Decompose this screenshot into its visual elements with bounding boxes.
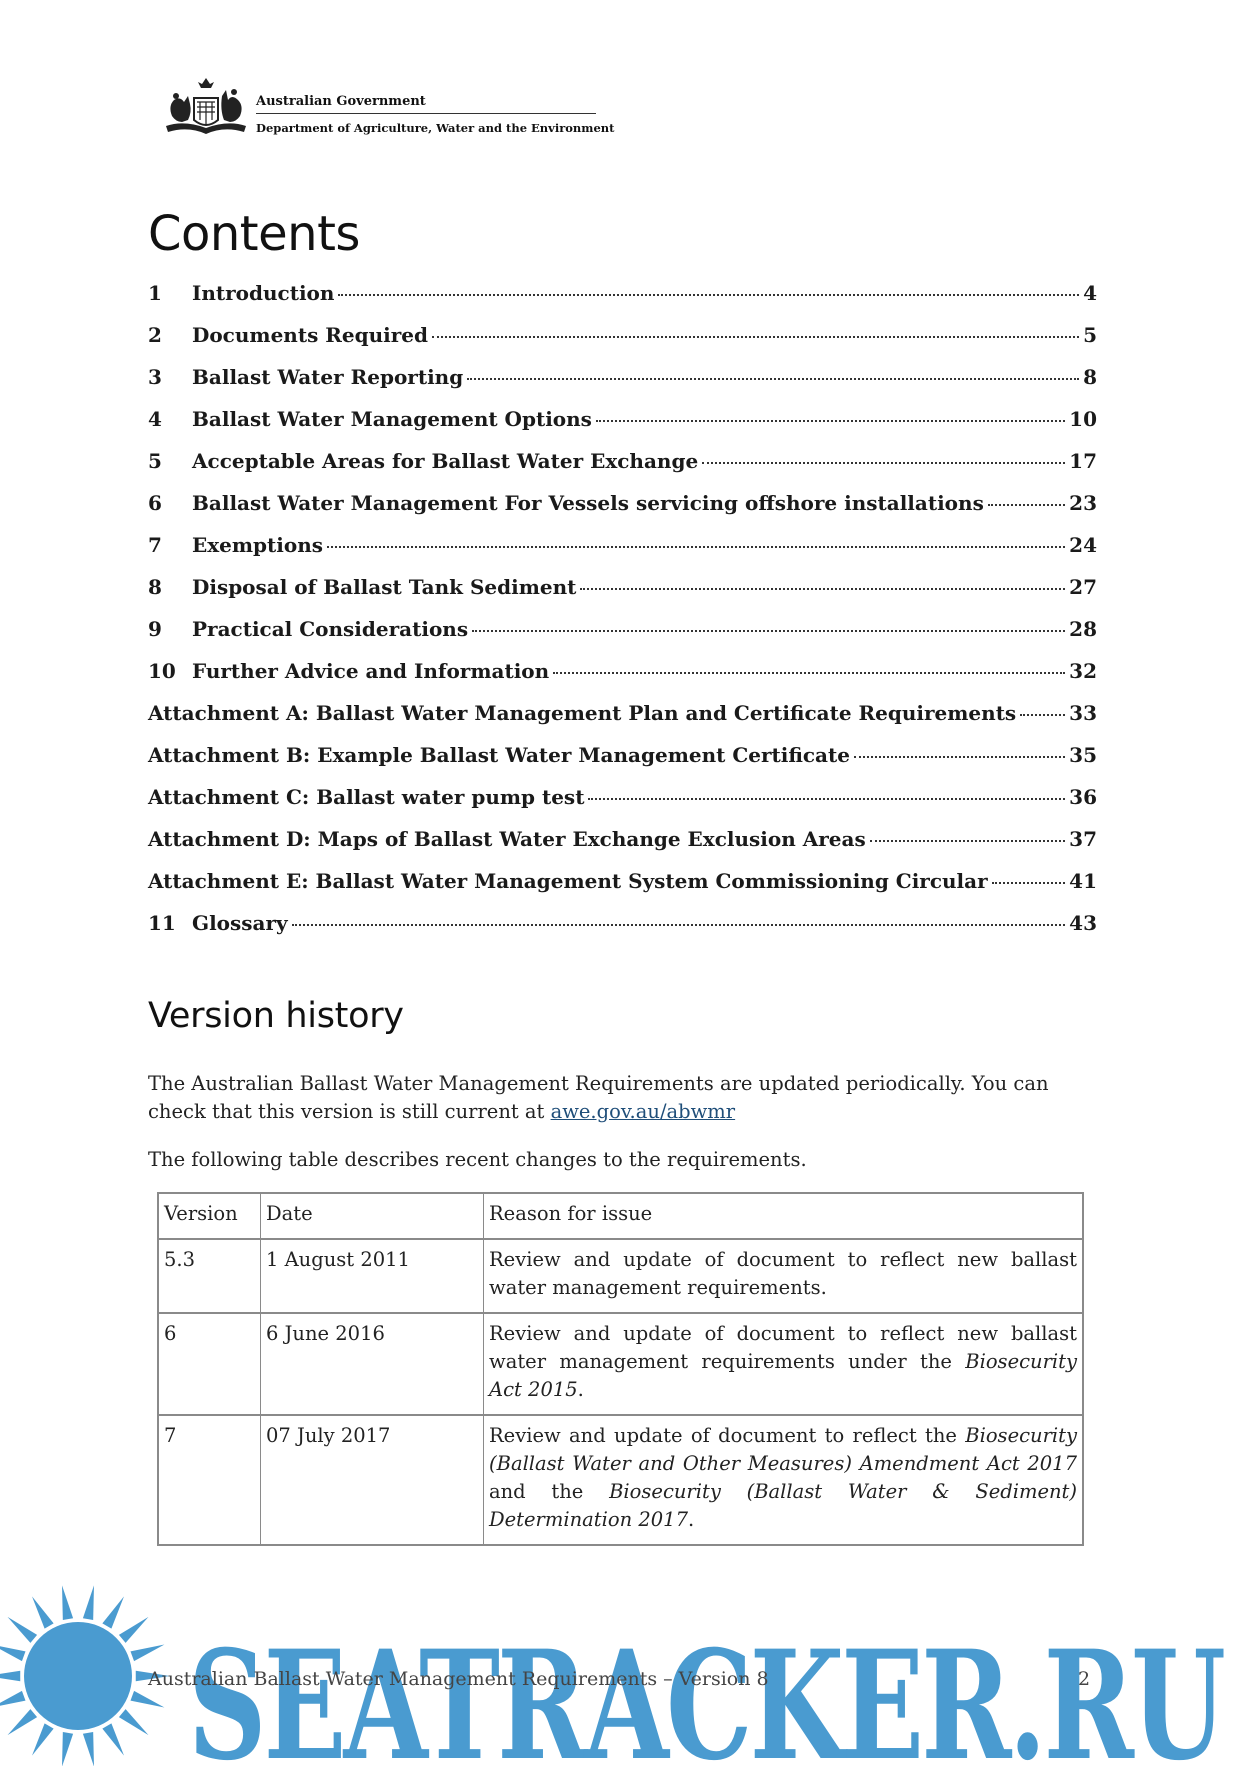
toc-entry[interactable] — [148, 575, 1097, 617]
toc-entry-number: 7 — [148, 533, 162, 557]
government-header — [164, 76, 615, 138]
reason-text: and the — [489, 1480, 610, 1503]
toc-entry-page: 37 — [1069, 827, 1097, 851]
toc-entry-title: Practical Considerations — [192, 617, 469, 641]
toc-entry-number: 8 — [148, 575, 162, 599]
toc-entry-title: Introduction — [192, 281, 335, 305]
toc-leader — [596, 420, 1065, 422]
toc-entry[interactable] — [148, 659, 1097, 701]
sun-ray — [62, 1732, 73, 1766]
act-name: Biosecurity (Ballast Water and Other Measures) Amendment Act 2017 — [489, 1424, 1077, 1475]
toc-entry-number: 11 — [148, 911, 176, 935]
abwmr-link[interactable]: awe.gov.au/abwmr — [550, 1100, 736, 1123]
reason-text: . — [577, 1378, 584, 1401]
sun-icon — [0, 1585, 170, 1766]
toc-entry-page: 36 — [1069, 785, 1097, 809]
column-header-version: Version — [158, 1193, 261, 1239]
toc-leader — [1020, 714, 1065, 716]
toc-entry-number: 2 — [148, 323, 162, 347]
toc-entry[interactable] — [148, 617, 1097, 659]
toc-entry-number: 1 — [148, 281, 162, 305]
sun-ray — [83, 1732, 94, 1766]
sun-ray — [119, 1617, 149, 1643]
sun-ray — [62, 1585, 73, 1620]
toc-entry[interactable] — [148, 323, 1097, 365]
act-name: Biosecurity Act 2015 — [489, 1350, 1077, 1401]
toc-entry-number: 9 — [148, 617, 162, 641]
toc-leader — [432, 336, 1079, 338]
sun-ray — [0, 1691, 26, 1708]
table-row — [158, 1313, 1083, 1415]
version-history-table — [157, 1192, 1084, 1546]
toc-leader — [988, 504, 1065, 506]
reason-cell — [484, 1415, 1084, 1545]
toc-entry-number: 5 — [148, 449, 162, 473]
reason-text: Review and update of document to reflect new ballast water management requirements under the — [489, 1322, 1077, 1373]
toc-entry-page: 33 — [1069, 701, 1097, 725]
version-intro-text: The Australian Ballast Water Management Requirements are updated periodically. You can check that this version is still current at — [148, 1072, 1049, 1123]
toc-entry[interactable] — [148, 533, 1097, 575]
date-cell: 07 July 2017 — [261, 1415, 484, 1545]
toc-entry-title: Further Advice and Information — [192, 659, 550, 683]
government-name: Australian Government — [256, 94, 426, 109]
toc-entry-page: 8 — [1083, 365, 1097, 389]
watermark-text: SEATRACKER.RU — [188, 1618, 1224, 1766]
toc-entry[interactable] — [148, 911, 1097, 953]
toc-entry-page: 35 — [1069, 743, 1097, 767]
footer-page-number: 2 — [1078, 1668, 1091, 1690]
sun-disc — [24, 1622, 132, 1730]
sun-ray — [102, 1723, 124, 1755]
reason-cell: Review and update of document to reflect new ballast water management requirements. — [484, 1239, 1084, 1313]
contents-heading: Contents — [148, 206, 360, 262]
version-history-heading: Version history — [148, 996, 404, 1036]
toc-entry-title: Ballast Water Reporting — [192, 365, 464, 389]
table-row — [158, 1239, 1083, 1313]
column-header-reason: Reason for issue — [484, 1193, 1084, 1239]
toc-entry-page: 17 — [1069, 449, 1097, 473]
toc-entry-page: 4 — [1083, 281, 1097, 305]
toc-attachment-entry[interactable] — [148, 827, 1097, 869]
toc-entry-page: 5 — [1083, 323, 1097, 347]
reason-text: . — [687, 1508, 695, 1531]
sun-ray — [130, 1645, 164, 1662]
toc-entry-title: Attachment E: Ballast Water Management System Commissioning Circular — [148, 869, 988, 893]
header-divider — [256, 113, 596, 114]
toc-entry-number: 4 — [148, 407, 162, 431]
determination-name: Biosecurity (Ballast Water & Sediment) Determination 2017 — [489, 1480, 1077, 1531]
toc-attachment-entry[interactable] — [148, 785, 1097, 827]
toc-attachment-entry[interactable] — [148, 743, 1097, 785]
sun-ray — [32, 1723, 54, 1755]
sun-ray — [119, 1709, 149, 1735]
toc-entry-title: Attachment D: Maps of Ballast Water Exchange Exclusion Areas — [148, 827, 866, 851]
toc-entry-title: Exemptions — [192, 533, 324, 557]
toc-leader — [702, 462, 1065, 464]
department-name: Department of Agriculture, Water and the Environment — [256, 121, 615, 135]
toc-entry[interactable] — [148, 281, 1097, 323]
sun-ray — [0, 1671, 20, 1681]
toc-entry-title: Attachment B: Example Ballast Water Management Certificate — [148, 743, 850, 767]
toc-entry-number: 3 — [148, 365, 162, 389]
toc-entry-title: Ballast Water Management For Vessels servicing offshore installations — [192, 491, 984, 515]
table-row — [158, 1415, 1083, 1545]
toc-leader — [338, 294, 1079, 296]
toc-entry-page: 27 — [1069, 575, 1097, 599]
toc-entry-title: Glossary — [192, 911, 288, 935]
sun-ray — [8, 1617, 38, 1643]
toc-leader — [870, 840, 1065, 842]
toc-attachment-entry[interactable] — [148, 869, 1097, 911]
toc-leader — [327, 546, 1065, 548]
sun-ray — [0, 1645, 26, 1662]
toc-leader — [854, 756, 1065, 758]
sun-ray — [32, 1596, 54, 1628]
toc-entry-page: 24 — [1069, 533, 1097, 557]
date-cell: 6 June 2016 — [261, 1313, 484, 1415]
toc-entry[interactable] — [148, 365, 1097, 407]
toc-leader — [292, 924, 1066, 926]
table-of-contents — [148, 281, 1097, 953]
version-intro-paragraph — [148, 1070, 1097, 1126]
toc-entry-page: 28 — [1069, 617, 1097, 641]
sun-ray — [102, 1596, 124, 1628]
toc-entry[interactable] — [148, 449, 1097, 491]
column-header-date: Date — [261, 1193, 484, 1239]
toc-entry-title: Attachment A: Ballast Water Management Plan and Certificate Requirements — [148, 701, 1017, 725]
toc-entry-number: 10 — [148, 659, 176, 683]
footer-document-title: Australian Ballast Water Management Requirements – Version 8 — [148, 1668, 769, 1690]
toc-leader — [472, 630, 1065, 632]
sun-ray — [8, 1709, 38, 1735]
sun-ray — [83, 1585, 94, 1620]
toc-leader — [467, 378, 1079, 380]
toc-entry[interactable] — [148, 407, 1097, 449]
toc-entry-page: 10 — [1069, 407, 1097, 431]
table-header-row — [158, 1193, 1083, 1239]
version-cell: 6 — [158, 1313, 261, 1415]
toc-entry-page: 41 — [1069, 869, 1097, 893]
sun-ray — [130, 1691, 164, 1708]
toc-entry-page: 43 — [1069, 911, 1097, 935]
toc-entry-page: 23 — [1069, 491, 1097, 515]
toc-leader — [580, 588, 1065, 590]
version-cell: 7 — [158, 1415, 261, 1545]
toc-leader — [588, 798, 1065, 800]
toc-entry[interactable] — [148, 491, 1097, 533]
toc-leader — [553, 672, 1065, 674]
reason-text: Review and update of document to reflect the — [489, 1424, 966, 1447]
coat-of-arms-icon — [164, 76, 248, 138]
toc-entry-title: Attachment C: Ballast water pump test — [148, 785, 585, 809]
toc-leader — [992, 882, 1066, 884]
toc-entry-title: Documents Required — [192, 323, 429, 347]
toc-attachment-entry[interactable] — [148, 701, 1097, 743]
toc-entry-title: Acceptable Areas for Ballast Water Exchange — [192, 449, 699, 473]
toc-entry-number: 6 — [148, 491, 162, 515]
toc-entry-title: Disposal of Ballast Tank Sediment — [192, 575, 577, 599]
reason-cell — [484, 1313, 1084, 1415]
toc-entry-title: Ballast Water Management Options — [192, 407, 592, 431]
version-cell: 5.3 — [158, 1239, 261, 1313]
table-intro-paragraph: The following table describes recent changes to the requirements. — [148, 1148, 807, 1171]
date-cell: 1 August 2011 — [261, 1239, 484, 1313]
toc-entry-page: 32 — [1069, 659, 1097, 683]
